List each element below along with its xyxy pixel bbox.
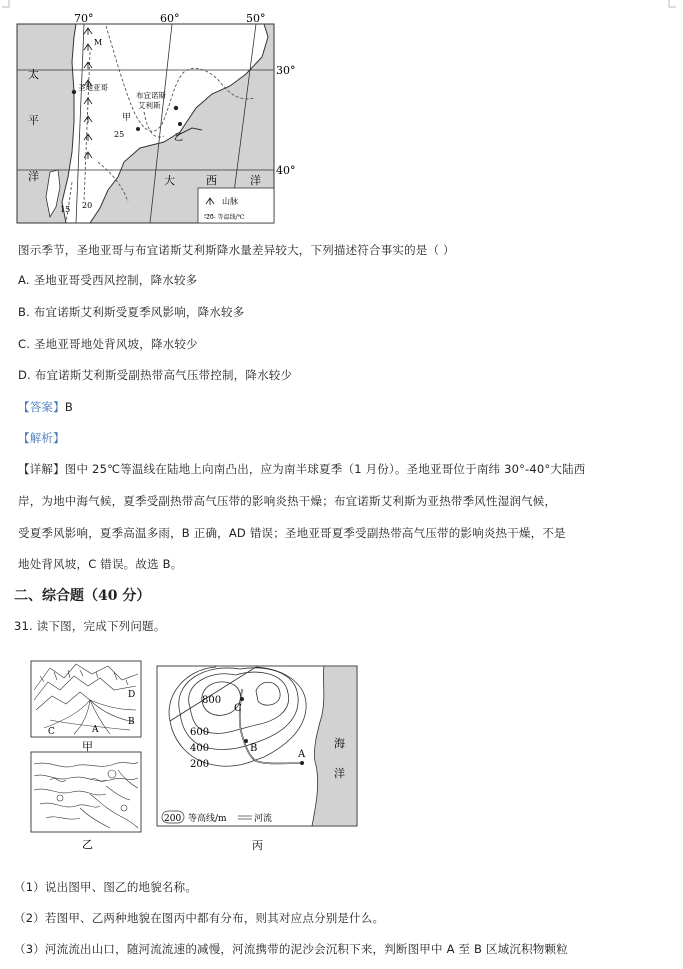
place-jia: 甲	[122, 113, 132, 123]
ocean-right-3: 洋	[250, 174, 261, 187]
legend-contour-label: 等高线/m	[188, 814, 227, 824]
ocean-label-1: 海	[334, 737, 345, 750]
place-buenos-1: 布宜诺斯	[136, 91, 166, 100]
jia-letter-b: B	[128, 717, 135, 727]
analysis-tag: 【解析】	[18, 431, 65, 445]
answer-value: B	[64, 400, 73, 414]
south-america-climate-map	[14, 12, 304, 227]
detail-line-1: 【详解】图中 25℃等温线在陆地上向南凸出，应为南半球夏季（1 月份）。圣地亚哥位于南纬 30°-40°大陆西	[18, 462, 586, 476]
detail-line-4: 地处背风坡，C 错误。故选 B。	[18, 557, 183, 571]
question-stem: 图示季节，圣地亚哥与布宜诺斯艾利斯降水量差异较大，下列描述符合事实的是（ ）	[18, 243, 455, 257]
answer-line	[18, 399, 73, 415]
option-a: A. 圣地亚哥受西风控制，降水较多	[18, 273, 198, 287]
detail-line-2: 岸，为地中海气候，夏季受副热带高气压带的影响炎热干燥；布宜诺斯艾利斯为亚热带季风性湿润气候，	[18, 494, 557, 508]
bing-letter-a: A	[298, 749, 306, 760]
legend-isotherm: -20- 等温线/℃	[204, 214, 245, 221]
isotherm-15: 15	[60, 205, 71, 214]
figure-yi-label: 乙	[82, 838, 93, 851]
detail-line-3: 受夏季风影响，夏季高温多雨，B 正确，AD 错误；圣地亚哥夏季受副热带高气压带的影响炎热干燥，不是	[18, 526, 566, 540]
figure-bing-contour-map	[156, 665, 360, 855]
jia-letter-c: C	[48, 727, 55, 737]
lon-label-60: 60°	[160, 12, 180, 25]
contour-600: 600	[190, 727, 210, 738]
lon-label-50: 50°	[246, 12, 266, 25]
ocean-right-2: 西	[206, 174, 217, 187]
place-m: M	[94, 38, 103, 47]
subquestion-1: （1）说出图甲、图乙的地貌名称。	[14, 880, 198, 894]
bing-letter-c: C	[234, 703, 242, 714]
q31-stem: 31. 读下图，完成下列问题。	[14, 619, 166, 633]
option-b: B. 布宜诺斯艾利斯受夏季风影响，降水较多	[18, 305, 245, 319]
place-buenos-2: 艾利斯	[138, 101, 161, 110]
bing-letter-b: B	[250, 743, 258, 754]
section-title: 二、综合题（40 分）	[14, 588, 151, 604]
ocean-right-1: 大	[164, 174, 175, 187]
contour-400: 400	[190, 743, 210, 754]
figure-jia-label: 甲	[82, 740, 93, 752]
ocean-left-1: 太	[28, 68, 39, 81]
ocean-label-2: 洋	[334, 767, 345, 780]
legend-mountain: 山脉	[222, 197, 238, 206]
legend-river-label: 河流	[254, 814, 273, 824]
isotherm-25: 25	[114, 130, 125, 139]
page-corner-mark-right	[668, 0, 676, 8]
contour-800: 800	[202, 695, 222, 706]
answer-tag: 【答案】	[18, 400, 65, 414]
contour-200: 200	[190, 759, 210, 770]
option-d: D. 布宜诺斯艾利斯受副热带高气压带控制，降水较少	[18, 368, 293, 382]
subquestion-2: （2）若图甲、乙两种地貌在图丙中都有分布，则其对应点分别是什么。	[14, 911, 385, 925]
figure-bing-label: 丙	[252, 839, 263, 852]
jia-letter-a: A	[92, 725, 99, 735]
isotherm-20: 20	[82, 201, 93, 210]
ocean-left-2: 平	[28, 114, 39, 127]
ocean-left-3: 洋	[28, 170, 39, 183]
subquestion-3: （3）河流流出山口，随河流流速的减慢，河流携带的泥沙会沉积下来，判断图甲中 A 至 B 区域沉积物颗粒	[14, 942, 568, 956]
legend-contour-value: 200	[164, 814, 182, 824]
lat-label-40: 40°	[276, 164, 296, 177]
figure-jia-alluvial-fan	[30, 660, 142, 752]
option-c: C. 圣地亚哥地处背风坡，降水较少	[18, 337, 198, 351]
lon-label-70: 70°	[74, 12, 94, 25]
place-yi: 乙	[174, 133, 184, 143]
lat-label-30: 30°	[276, 64, 296, 77]
page-corner-mark-left	[2, 0, 10, 8]
jia-letter-d: D	[128, 690, 136, 700]
place-santiago: 圣地亚哥	[78, 83, 108, 92]
figure-yi-delta	[30, 750, 142, 852]
